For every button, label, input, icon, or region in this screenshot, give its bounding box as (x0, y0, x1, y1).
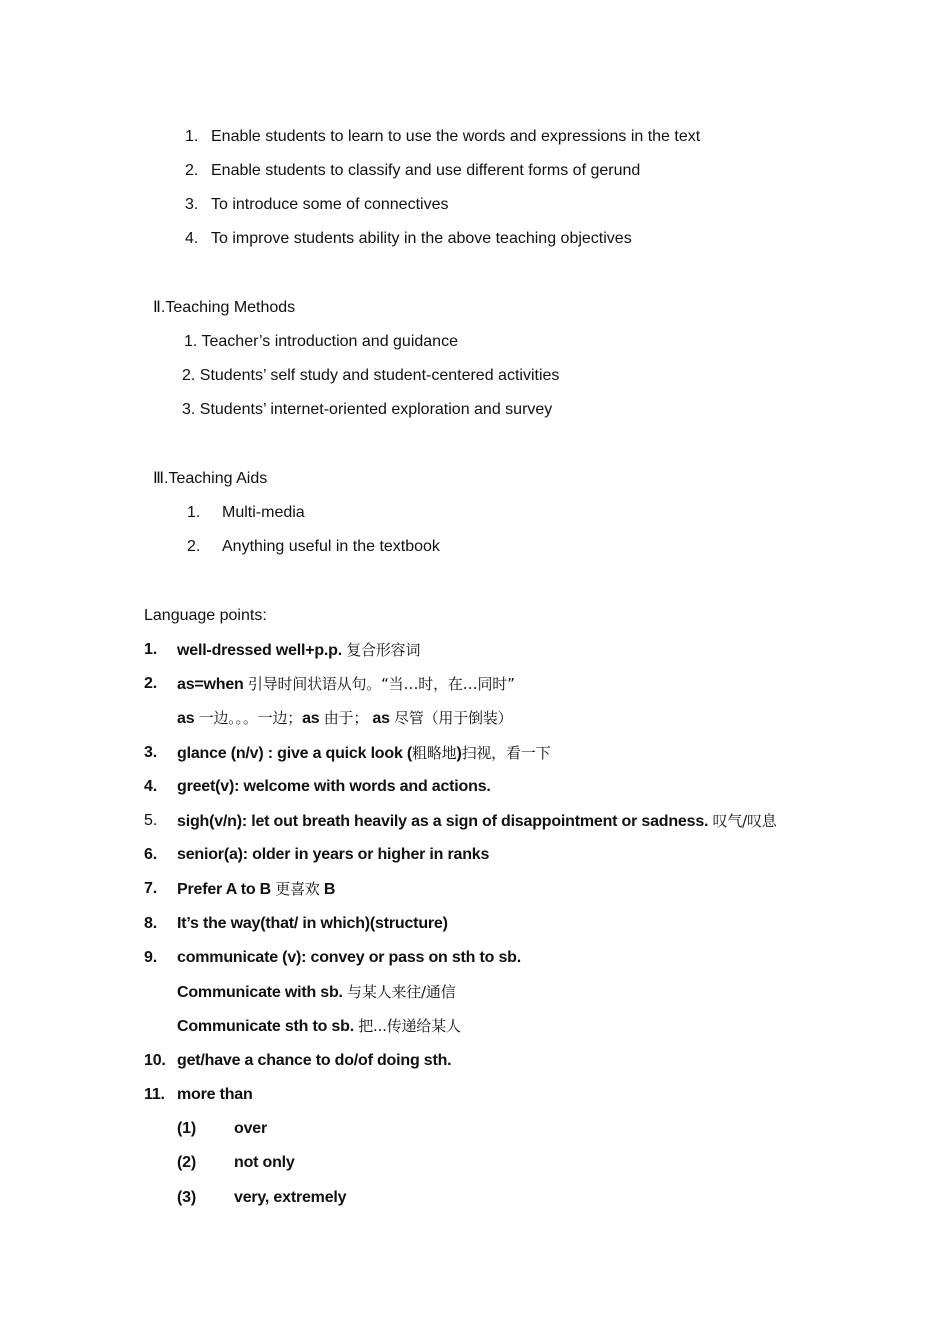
language-point: Prefer A to B 更喜欢 B (177, 880, 336, 898)
language-point: glance (n/v) : give a quick look (粗略地)扫视，看一下 (177, 744, 551, 762)
section-heading: Ⅱ.Teaching Methods (153, 299, 296, 316)
list-number: 4. (144, 778, 157, 795)
aid-item: Anything useful in the textbook (222, 538, 440, 555)
sub-list-number: (2) (177, 1154, 196, 1171)
sub-list-number: (3) (177, 1189, 196, 1206)
sub-list-number: (1) (177, 1120, 196, 1137)
language-point: as=when 引导时间状语从句。“当…时，在…同时” (177, 675, 515, 693)
objective-item: Enable students to classify and use different forms of gerund (211, 162, 641, 179)
method-item: 1. Teacher’s introduction and guidance (184, 333, 458, 350)
sub-item: over (234, 1120, 267, 1137)
language-point-continuation: Communicate sth to sb. 把...传递给某人 (177, 1017, 461, 1035)
list-number: 9. (144, 949, 157, 966)
language-point: communicate (v): convey or pass on sth to sb. (177, 949, 521, 966)
sub-item: not only (234, 1154, 295, 1171)
objective-item: To improve students ability in the above teaching objectives (211, 230, 632, 247)
list-number: 3. (185, 196, 199, 213)
list-number: 1. (144, 641, 157, 658)
section-heading: Language points: (144, 607, 267, 624)
language-point: greet(v): welcome with words and actions. (177, 778, 491, 795)
language-point: sigh(v/n): let out breath heavily as a sign of disappointment or sadness. 叹气/叹息 (177, 812, 777, 830)
list-number: 1. (187, 504, 201, 521)
language-point-continuation: as 一边。。。一边；as 由于； as 尽管（用于倒装） (177, 709, 513, 727)
sub-item: very, extremely (234, 1189, 347, 1206)
language-point: senior(a): older in years or higher in ranks (177, 846, 490, 863)
list-number: 4. (185, 230, 199, 247)
objective-item: To introduce some of connectives (211, 196, 449, 213)
list-number: 2. (144, 675, 157, 692)
list-number: 2. (187, 538, 201, 555)
language-point: It’s the way(that/ in which)(structure) (177, 915, 448, 932)
list-number: 2. (185, 162, 199, 179)
list-number: 10. (144, 1052, 166, 1069)
section-heading: Ⅲ.Teaching Aids (153, 470, 268, 487)
list-number: 5. (144, 812, 158, 829)
method-item: 3. Students’ internet-oriented exploration and survey (182, 401, 553, 418)
language-point: get/have a chance to do/of doing sth. (177, 1052, 452, 1069)
list-number: 11. (144, 1086, 165, 1103)
method-item: 2. Students’ self study and student-centered activities (182, 367, 560, 384)
language-point-continuation: Communicate with sb. 与某人来往/通信 (177, 983, 456, 1001)
aid-item: Multi-media (222, 504, 305, 521)
list-number: 7. (144, 880, 157, 897)
list-number: 3. (144, 744, 157, 761)
list-number: 8. (144, 915, 157, 932)
objective-item: Enable students to learn to use the words and expressions in the text (211, 128, 701, 145)
list-number: 6. (144, 846, 157, 863)
language-point: more than (177, 1086, 253, 1103)
list-number: 1. (185, 128, 199, 145)
language-point: well-dressed well+p.p. 复合形容词 (177, 641, 421, 659)
